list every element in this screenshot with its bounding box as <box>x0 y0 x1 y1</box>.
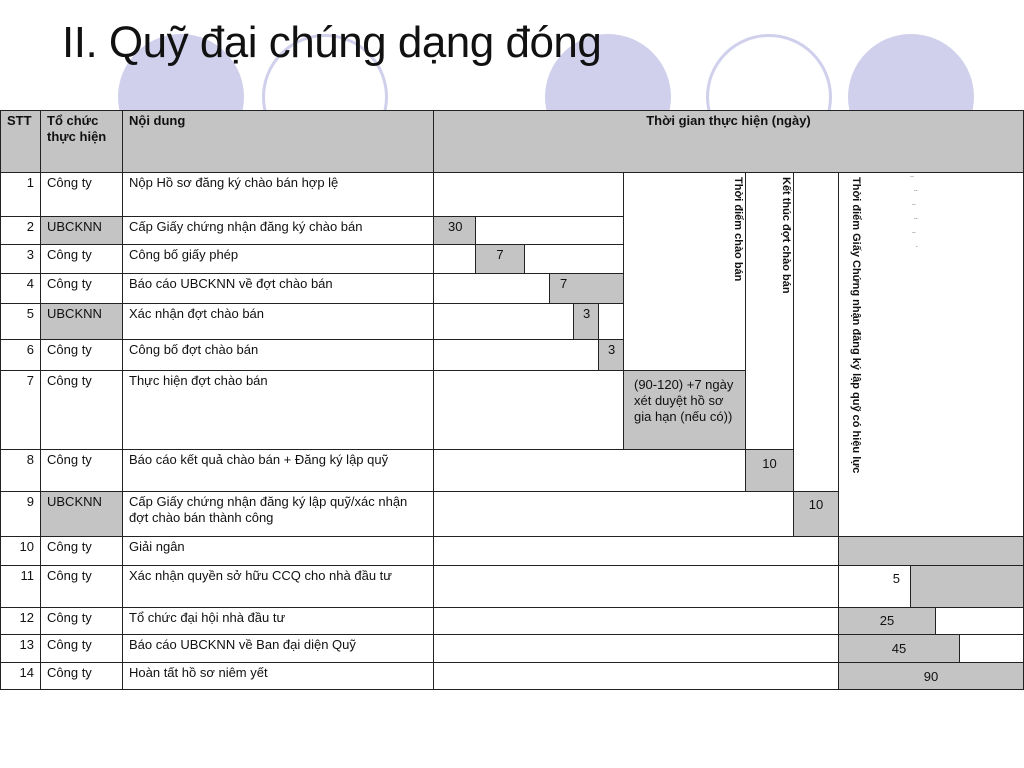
header-content <box>122 110 434 173</box>
milestone-offer-end <box>745 172 794 450</box>
header-stt-label: STT <box>7 113 32 128</box>
row-12-content: Tổ chức đại hội nhà đầu tư <box>122 607 434 635</box>
row-1-content: Nộp Hồ sơ đăng ký chào bán hợp lệ <box>122 172 434 217</box>
row-5-days: 3 <box>573 303 599 340</box>
header-time <box>433 110 1024 173</box>
row-13-no: 13 <box>0 634 41 663</box>
row-2-days: 30 <box>433 216 476 245</box>
row-8-org: Công ty <box>40 449 123 492</box>
row-6-no: 6 <box>0 339 41 371</box>
row-12-no: 12 <box>0 607 41 635</box>
row-6-days: 3 <box>598 339 624 371</box>
row-13-time-pre <box>433 634 839 663</box>
row-13-org: Công ty <box>40 634 123 663</box>
header-content-label: Nội dung <box>129 113 186 128</box>
row-5-time-pre <box>433 303 574 340</box>
row-10-content: Giải ngân <box>122 536 434 566</box>
row-11-org: Công ty <box>40 565 123 608</box>
row-1-no: 1 <box>0 172 41 217</box>
row-7-content: Thực hiện đợt chào bán <box>122 370 434 450</box>
row-8-no: 8 <box>0 449 41 492</box>
row-10-bar <box>838 536 1024 566</box>
row-3-time <box>524 244 624 274</box>
row-10-no: 10 <box>0 536 41 566</box>
row-5-org: UBCKNN <box>40 303 123 340</box>
row-6-org: Công ty <box>40 339 123 371</box>
header-time-label: Thời gian thực hiện (ngày) <box>646 113 811 128</box>
row-7-org: Công ty <box>40 370 123 450</box>
row-14-days: 90 <box>838 662 1024 690</box>
row-7-time-pre <box>433 370 624 450</box>
milestone-cert-time-label: Thời điểm Giấy Chứng nhận đăng ký lập quỹ có hiệu lực <box>850 177 862 474</box>
header-org <box>40 110 123 173</box>
row-3-time-pre <box>433 244 476 274</box>
header-stt <box>0 110 41 173</box>
row-8-time-pre <box>433 449 746 492</box>
row-12-time-post <box>935 607 1024 635</box>
row-11-days: 5 <box>838 565 911 608</box>
row-14-org: Công ty <box>40 662 123 690</box>
row-12-days: 25 <box>838 607 936 635</box>
row-7-no: 7 <box>0 370 41 450</box>
row-3-days: 7 <box>475 244 525 274</box>
row-12-org: Công ty <box>40 607 123 635</box>
row-8-days: 10 <box>745 449 794 492</box>
row-1-time <box>433 172 624 217</box>
row-8-content: Báo cáo kết quả chào bán + Đăng ký lập quỹ <box>122 449 434 492</box>
row-3-content: Công bố giấy phép <box>122 244 434 274</box>
row-11-time-pre <box>433 565 839 608</box>
row-2-time <box>475 216 624 245</box>
row-2-no: 2 <box>0 216 41 245</box>
row-7-days: (90-120) +7 ngày xét duyệt hồ sơ gia hạn (nếu có)) <box>623 370 746 450</box>
row-12-time-pre <box>433 607 839 635</box>
row-4-days: 7 <box>549 273 624 304</box>
row-10-time-pre <box>433 536 839 566</box>
row-13-days: 45 <box>838 634 960 663</box>
row-11-content: Xác nhận quyền sở hữu CCQ cho nhà đầu tư <box>122 565 434 608</box>
row-14-time-pre <box>433 662 839 690</box>
row-11-no: 11 <box>0 565 41 608</box>
milestone-offer-time <box>623 172 746 371</box>
row-14-no: 14 <box>0 662 41 690</box>
row-2-content: Cấp Giấy chứng nhận đăng ký chào bán <box>122 216 434 245</box>
milestone-cert-time <box>838 172 1024 537</box>
milestone-offer-time-label: Thời điểm chào bán <box>732 177 744 282</box>
dot-markings: .. .. .. .. .. . <box>910 172 918 249</box>
header-org-label: Tổ chức thực hiện <box>47 113 107 144</box>
row-5-no: 5 <box>0 303 41 340</box>
row-5-content: Xác nhận đợt chào bán <box>122 303 434 340</box>
row-1-org: Công ty <box>40 172 123 217</box>
row-9-no: 9 <box>0 491 41 537</box>
row-10-org: Công ty <box>40 536 123 566</box>
row-4-time-pre <box>433 273 550 304</box>
row-6-content: Công bố đợt chào bán <box>122 339 434 371</box>
row-9-content: Cấp Giấy chứng nhận đăng ký lập quỹ/xác nhận đợt chào bán thành công <box>122 491 434 537</box>
row-6-time-pre <box>433 339 599 371</box>
row-4-no: 4 <box>0 273 41 304</box>
row-9-org: UBCKNN <box>40 491 123 537</box>
row-4-content: Báo cáo UBCKNN về đợt chào bán <box>122 273 434 304</box>
row-11-bar <box>910 565 1024 608</box>
row-9-days: 10 <box>793 491 839 537</box>
page-title: II. Quỹ đại chúng dạng đóng <box>62 18 602 67</box>
row-9-time-pre <box>433 491 794 537</box>
row-13-time-post <box>959 634 1024 663</box>
row-5-time-post <box>598 303 624 340</box>
row-13-content: Báo cáo UBCKNN về Ban đại diện Quỹ <box>122 634 434 663</box>
row-3-no: 3 <box>0 244 41 274</box>
row-14-content: Hoàn tất hồ sơ niêm yết <box>122 662 434 690</box>
row-1-8-gap <box>793 172 839 492</box>
row-2-org: UBCKNN <box>40 216 123 245</box>
milestone-offer-end-label: Kết thúc đợt chào bán <box>780 177 792 294</box>
row-4-org: Công ty <box>40 273 123 304</box>
row-3-org: Công ty <box>40 244 123 274</box>
